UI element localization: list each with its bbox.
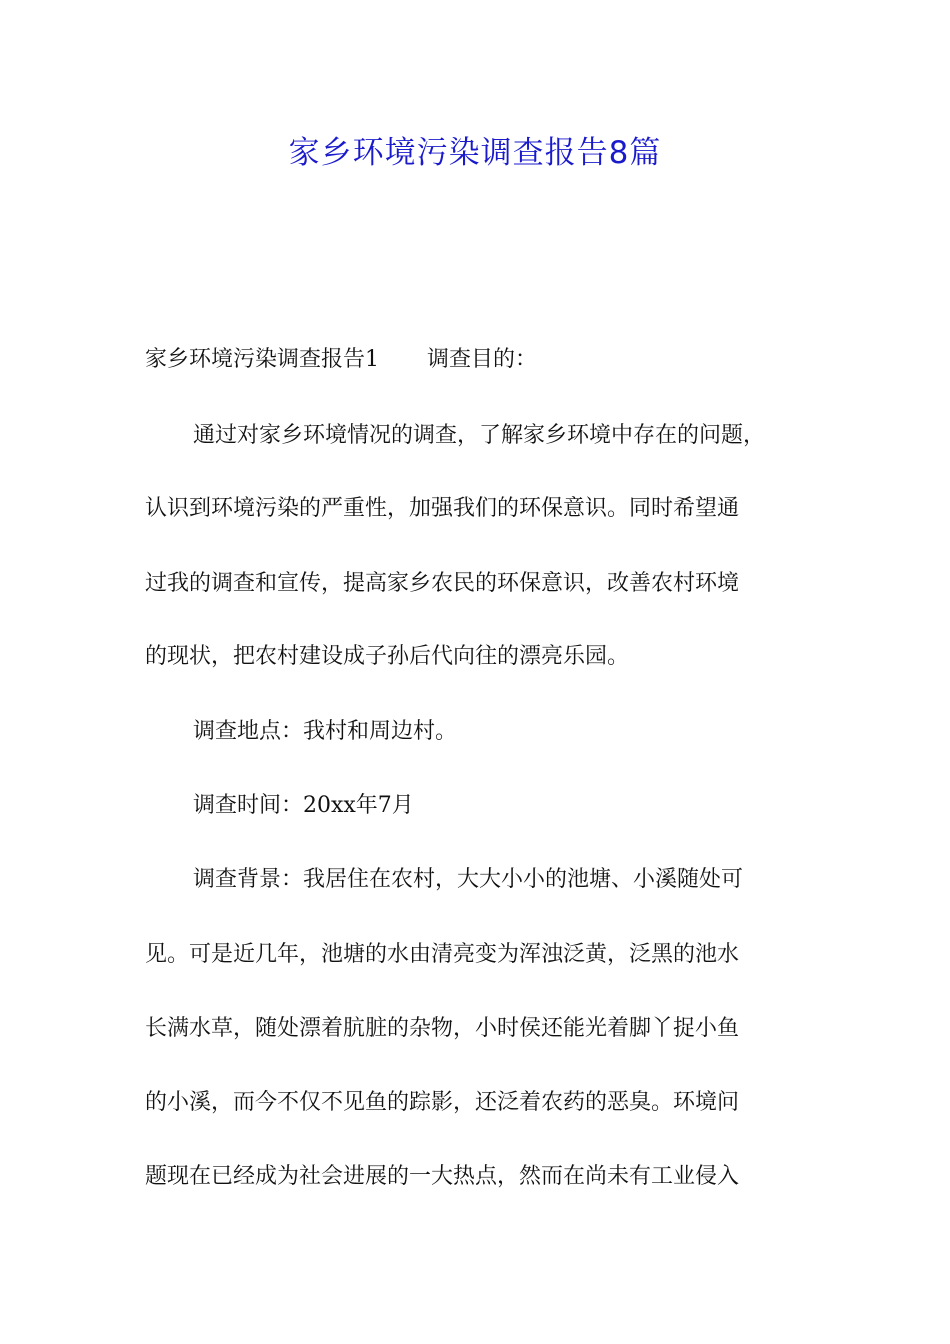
document-title: 家乡环境污染调查报告8篇 (288, 135, 662, 171)
time-line: 调查时间：20xx年7月 (193, 793, 414, 818)
background-line-1: 调查背景：我居住在农村，大大小小的池塘、小溪随处可 (193, 867, 744, 892)
background-line-4: 的小溪，而今不仅不见鱼的踪影，还泛着农药的恶臭。环境问 (145, 1090, 740, 1115)
purpose-line-4: 的现状，把农村建设成子孙后代向往的漂亮乐园。 (145, 644, 630, 669)
purpose-label: 调查目的： (427, 347, 538, 372)
purpose-line-3: 过我的调查和宣传，提高家乡农民的环保意识，改善农村环境 (145, 571, 740, 596)
report-name: 家乡环境污染调查报告1 (145, 347, 379, 372)
background-line-2: 见。可是近几年，池塘的水由清亮变为浑浊泛黄，泛黑的池水 (145, 942, 740, 967)
background-line-5: 题现在已经成为社会进展的一大热点，然而在尚未有工业侵入 (145, 1164, 740, 1189)
purpose-line-1: 通过对家乡环境情况的调查，了解家乡环境中存在的问题， (193, 423, 766, 448)
purpose-line-2: 认识到环境污染的严重性，加强我们的环保意识。同时希望通 (145, 496, 740, 521)
background-line-3: 长满水草，随处漂着肮脏的杂物，小时侯还能光着脚丫捉小鱼 (145, 1016, 740, 1041)
location-line: 调查地点：我村和周边村。 (193, 719, 458, 744)
report-heading-line (145, 340, 810, 380)
